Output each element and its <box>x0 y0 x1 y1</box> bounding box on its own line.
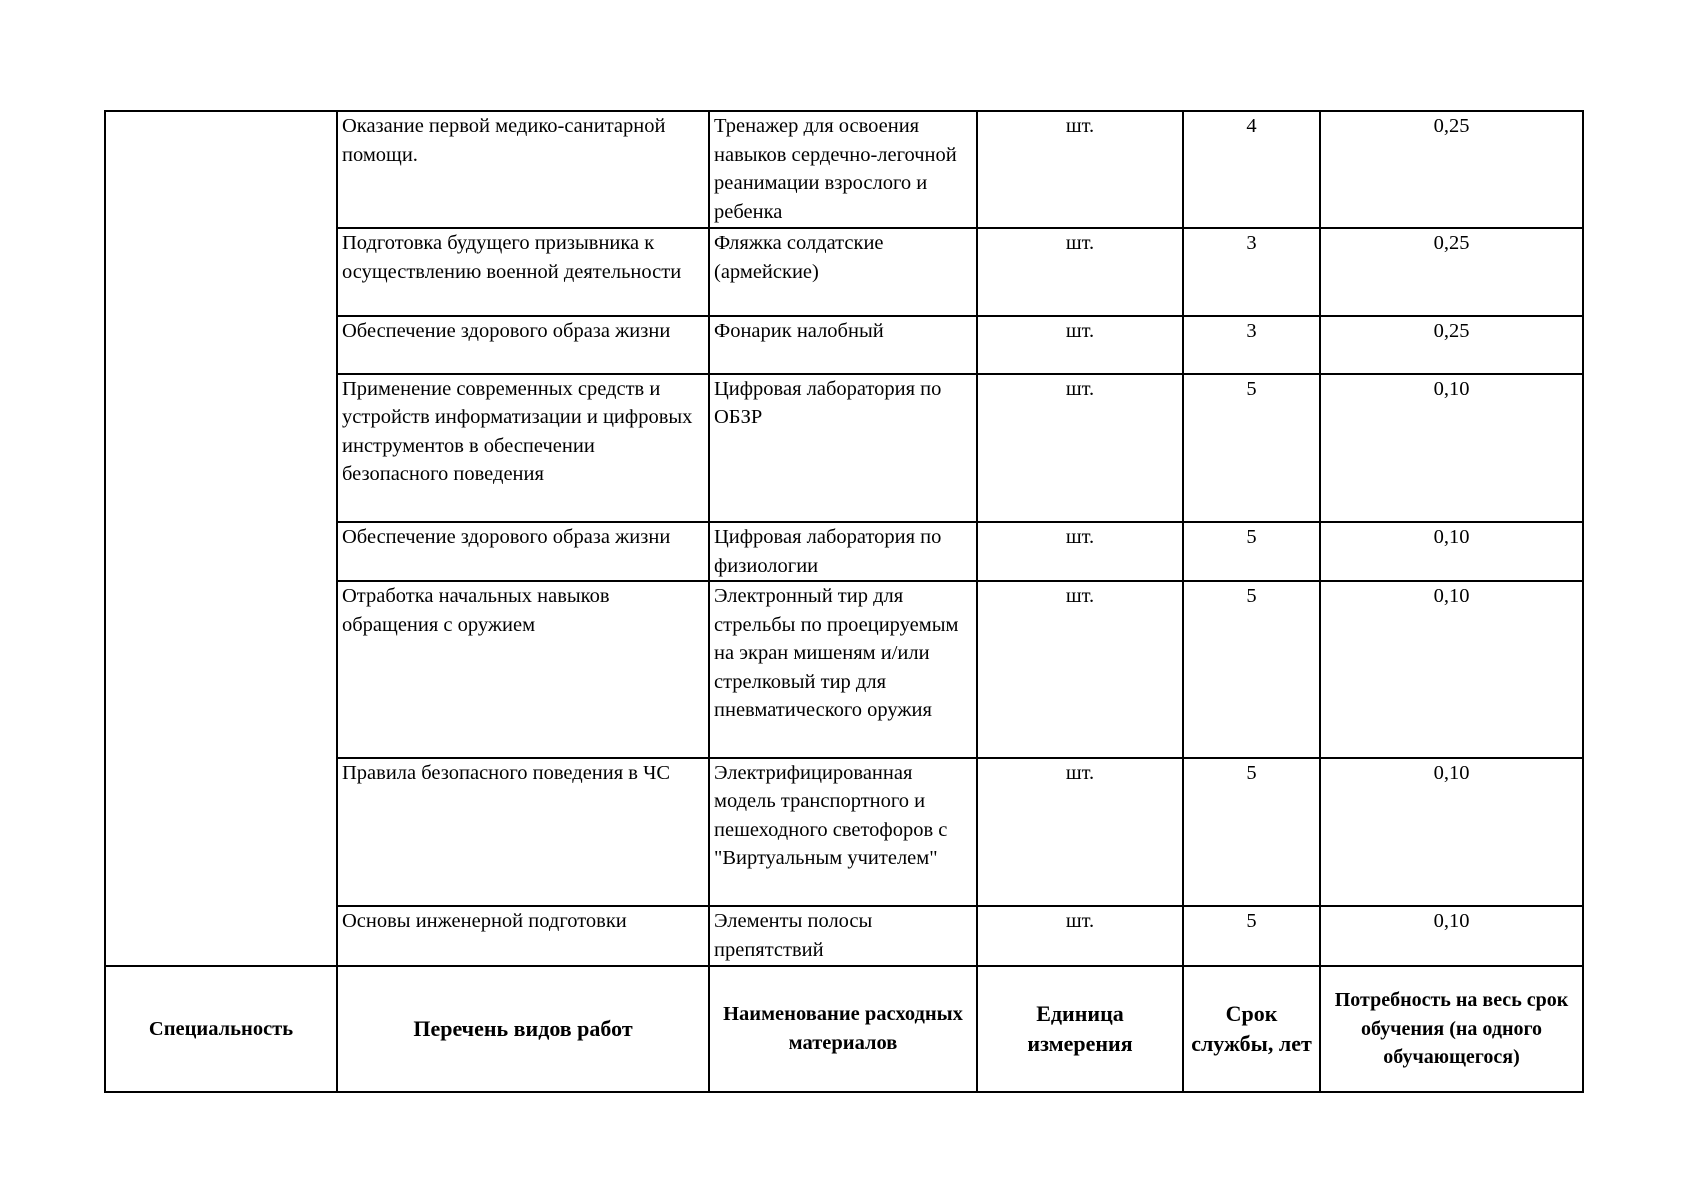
need-cell: 0,10 <box>1320 581 1583 758</box>
service-life-cell: 3 <box>1183 228 1320 315</box>
works-cell: Подготовка будущего призывника к осуществлению военной деятельности <box>337 228 709 315</box>
unit-cell: шт. <box>977 522 1183 581</box>
service-life-cell: 4 <box>1183 111 1320 228</box>
header-row <box>105 966 1583 1092</box>
specialty-cell <box>105 111 337 966</box>
material-cell: Фонарик налобный <box>709 316 977 374</box>
works-cell: Оказание первой медико-санитарной помощи. <box>337 111 709 228</box>
need-cell: 0,10 <box>1320 374 1583 522</box>
material-cell: Цифровая лаборатория по физиологии <box>709 522 977 581</box>
need-cell: 0,25 <box>1320 111 1583 228</box>
unit-cell: шт. <box>977 581 1183 758</box>
table-row <box>105 111 1583 228</box>
need-cell: 0,10 <box>1320 906 1583 965</box>
need-cell: 0,25 <box>1320 316 1583 374</box>
material-cell: Цифровая лаборатория по ОБЗР <box>709 374 977 522</box>
unit-cell: шт. <box>977 758 1183 906</box>
works-cell: Основы инженерной подготовки <box>337 906 709 965</box>
works-cell: Правила безопасного поведения в ЧС <box>337 758 709 906</box>
unit-cell: шт. <box>977 228 1183 315</box>
service-life-cell: 3 <box>1183 316 1320 374</box>
service-life-cell: 5 <box>1183 522 1320 581</box>
service-life-cell: 5 <box>1183 758 1320 906</box>
material-cell: Тренажер для освоения навыков сердечно-легочной реанимации взрослого и ребенка <box>709 111 977 228</box>
unit-cell: шт. <box>977 111 1183 228</box>
consumables-table <box>104 110 1584 1093</box>
header-specialty: Специальность <box>105 966 337 1092</box>
header-works: Перечень видов работ <box>337 966 709 1092</box>
unit-cell: шт. <box>977 906 1183 965</box>
unit-cell: шт. <box>977 374 1183 522</box>
works-cell: Применение современных средств и устройств информатизации и цифровых инструментов в обеспечении безопасного поведения <box>337 374 709 522</box>
service-life-cell: 5 <box>1183 906 1320 965</box>
material-cell: Фляжка солдатские (армейские) <box>709 228 977 315</box>
header-need: Потребность на весь срок обучения (на одного обучающегося) <box>1320 966 1583 1092</box>
header-material: Наименование расходных материалов <box>709 966 977 1092</box>
need-cell: 0,25 <box>1320 228 1583 315</box>
header-service-life: Срок службы, лет <box>1183 966 1320 1092</box>
header-unit: Единица измерения <box>977 966 1183 1092</box>
works-cell: Обеспечение здорового образа жизни <box>337 522 709 581</box>
works-cell: Отработка начальных навыков обращения с оружием <box>337 581 709 758</box>
unit-cell: шт. <box>977 316 1183 374</box>
need-cell: 0,10 <box>1320 758 1583 906</box>
works-cell: Обеспечение здорового образа жизни <box>337 316 709 374</box>
material-cell: Элементы полосы препятствий <box>709 906 977 965</box>
material-cell: Электронный тир для стрельбы по проецируемым на экран мишеням и/или стрелковый тир для пневматического оружия <box>709 581 977 758</box>
material-cell: Электрифицированная модель транспортного и пешеходного светофоров с "Виртуальным учителем" <box>709 758 977 906</box>
service-life-cell: 5 <box>1183 581 1320 758</box>
need-cell: 0,10 <box>1320 522 1583 581</box>
service-life-cell: 5 <box>1183 374 1320 522</box>
